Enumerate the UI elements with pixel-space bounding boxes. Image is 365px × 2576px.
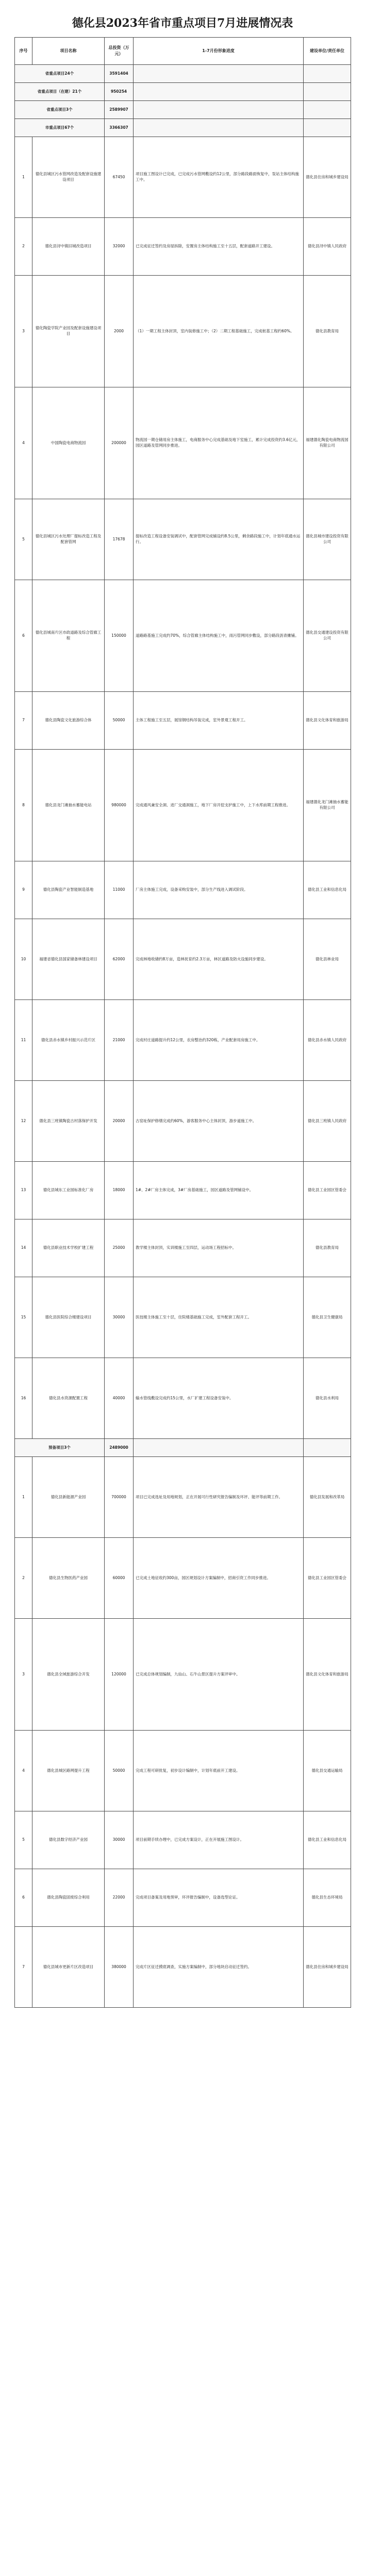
cell-no: 10 — [15, 919, 32, 1000]
cell-no: 3 — [15, 276, 32, 387]
cell-project-name: 德化县城区污水处理厂提标改造工程及配套管网 — [32, 499, 105, 580]
cell-unit: 德化县工业园区管委会 — [304, 1162, 351, 1219]
cell-no: 12 — [15, 1081, 32, 1162]
cell-no: 1 — [15, 1457, 32, 1538]
subtotal-row — [15, 119, 351, 137]
cell-unit: 德化县城市建设投资有限公司 — [304, 499, 351, 580]
cell-progress: 道路路基施工完成约70%，综合管廊主体结构施工中，雨污管网同步敷设，部分路段沥青摊铺。 — [134, 580, 304, 692]
cell-invest: 700000 — [105, 1457, 134, 1538]
cell-progress: 项目前期手续办理中，已完成方案设计，正在开展施工图设计。 — [134, 1811, 304, 1869]
table-row — [15, 1277, 351, 1358]
cell-progress: 医技楼主体施工至十层，住院楼基础施工完成，室外配套工程开工。 — [134, 1277, 304, 1358]
cell-progress: 完成工程可研批复，初步设计编制中，计划年底前开工建设。 — [134, 1731, 304, 1811]
table-header-row — [15, 38, 351, 65]
cell-invest: 21000 — [105, 1000, 134, 1081]
subtotal-row — [15, 83, 351, 101]
cell-unit: 福建德化陶瓷电商物流园有限公司 — [304, 387, 351, 499]
cell-project-name: 德化县数字经济产业园 — [32, 1811, 105, 1869]
cell-project-name: 德化县龙门滩抽水蓄能电站 — [32, 750, 105, 861]
table-row — [15, 1538, 351, 1619]
header-progress: 1-7月份形象进度 — [134, 38, 304, 65]
cell-invest: 50000 — [105, 692, 134, 750]
cell-invest: 32000 — [105, 218, 134, 276]
table-row — [15, 387, 351, 499]
cell-invest: 18000 — [105, 1162, 134, 1219]
cell-progress: 项目施工图设计已完成，已完成污水管网敷设约12公里，部分路段路面恢复中，泵站主体结构施工中。 — [134, 137, 304, 218]
cell-project-name: 德化县陶瓷产业智能制造基地 — [32, 861, 105, 919]
cell-project-name: 德化县新能源产业园 — [32, 1457, 105, 1538]
cell-no: 2 — [15, 218, 32, 276]
cell-progress: 完成林地收储约8万亩，造林抚育约2.3万亩，林区道路及防火设施同步建设。 — [134, 919, 304, 1000]
table-row — [15, 1000, 351, 1081]
header-no: 序号 — [15, 38, 32, 65]
cell-unit: 德化县水利局 — [304, 1358, 351, 1439]
cell-progress: 提标改造工程设备安装调试中，配套管网完成铺设约8.5公里，剩余路段施工中，计划年底通水运行。 — [134, 499, 304, 580]
cell-invest: 980000 — [105, 750, 134, 861]
cell-unit: 德化县教育局 — [304, 1219, 351, 1277]
cell-unit: 德化县卫生健康局 — [304, 1277, 351, 1358]
table-row — [15, 692, 351, 750]
cell-no: 2 — [15, 1538, 32, 1619]
cell-unit: 德化县三班镇人民政府 — [304, 1081, 351, 1162]
cell-invest: 200000 — [105, 387, 134, 499]
cell-no: 7 — [15, 692, 32, 750]
table-row — [15, 137, 351, 218]
table-row — [15, 580, 351, 692]
table-row — [15, 1457, 351, 1538]
cell-unit: 德化县发展和改革局 — [304, 1457, 351, 1538]
cell-progress: 输水管线敷设完成约15公里，水厂扩建工程设备安装中。 — [134, 1358, 304, 1439]
cell-invest: 380000 — [105, 1927, 134, 2008]
cell-progress: 已完成土地征收约300亩，园区规划设计方案编制中，招商引资工作同步推进。 — [134, 1538, 304, 1619]
table-row — [15, 1869, 351, 1927]
subtotal-row — [15, 101, 351, 119]
group2-rows — [15, 1457, 351, 2008]
cell-project-name: 德化县城南片区市政道路及综合管廊工程 — [32, 580, 105, 692]
cell-project-name: 德化县陶瓷固废综合利用 — [32, 1869, 105, 1927]
table-row — [15, 276, 351, 387]
subtotal-row — [15, 65, 351, 83]
cell-invest: 120000 — [105, 1619, 134, 1731]
cell-progress: 完成通风兼安全洞、进厂交通洞施工，地下厂房开挖支护施工中，上下水库前期工程推进。 — [134, 750, 304, 861]
cell-no: 6 — [15, 1869, 32, 1927]
cell-no: 9 — [15, 861, 32, 919]
cell-project-name: 德化县全域旅游综合开发 — [32, 1619, 105, 1731]
cell-project-name: 德化县城区污水管网改造及配套设施建设项目 — [32, 137, 105, 218]
cell-no: 14 — [15, 1219, 32, 1277]
cell-progress: 厂房主体施工完成，设备采购安装中，部分生产线进入调试阶段。 — [134, 861, 304, 919]
cell-progress: 项目已完成选址及用地规划，正在开展可行性研究报告编制及环评、能评等前期工作。 — [134, 1457, 304, 1538]
cell-invest: 2000 — [105, 276, 134, 387]
subtotal-invest: 2589907 — [105, 101, 134, 119]
cell-project-name: 德化县陶瓷文化旅游综合体 — [32, 692, 105, 750]
cell-invest: 62000 — [105, 919, 134, 1000]
cell-invest: 60000 — [105, 1538, 134, 1619]
cell-progress: 已完成征迁签约及房屋拆除，安置房主体结构施工至十五层，配套道路开工建设。 — [134, 218, 304, 276]
cell-progress: 教学楼主体封顶，实训楼施工至四层，运动场工程招标中。 — [134, 1219, 304, 1277]
subtotal-label: 省重点项目3个 — [15, 101, 105, 119]
table-row — [15, 1731, 351, 1811]
cell-progress: 完成片区征迁摸底调查，实施方案编制中，部分地块启动征迁签约。 — [134, 1927, 304, 2008]
cell-progress: 主体工程施工至五层，展馆钢结构吊装完成，室外景观工程开工。 — [134, 692, 304, 750]
cell-no: 3 — [15, 1619, 32, 1731]
subtotal-label: 省重点项目（在建）21个 — [15, 83, 105, 101]
cell-progress: 已完成总体规划编制，九仙山、石牛山景区提升方案评审中。 — [134, 1619, 304, 1731]
cell-project-name: 德化县职业技术学校扩建工程 — [32, 1219, 105, 1277]
section2-row — [15, 1439, 351, 1457]
cell-unit: 德化县住房和城乡建设局 — [304, 137, 351, 218]
table-row — [15, 1927, 351, 2008]
table-row — [15, 919, 351, 1000]
cell-no: 15 — [15, 1277, 32, 1358]
cell-unit: 德化县工业园区管委会 — [304, 1538, 351, 1619]
cell-project-name: 德化县城市更新片区改造项目 — [32, 1927, 105, 2008]
cell-project-name: 德化县城区路网提升工程 — [32, 1731, 105, 1811]
cell-unit: 德化县住房和城乡建设局 — [304, 1927, 351, 2008]
cell-no: 16 — [15, 1358, 32, 1439]
cell-unit: 德化县文化体育和旅游局 — [304, 1619, 351, 1731]
cell-project-name: 德化县浔中镇旧城改造项目 — [32, 218, 105, 276]
cell-no: 5 — [15, 499, 32, 580]
table-row — [15, 218, 351, 276]
table-row — [15, 1358, 351, 1439]
cell-progress: 古窑址保护修缮完成约60%，游客服务中心主体封顶，游步道施工中。 — [134, 1081, 304, 1162]
cell-project-name: 德化陶瓷学院产业园及配套设施建设项目 — [32, 276, 105, 387]
cell-progress: 物流园一期仓储用房主体施工，电商服务中心完成基础及地下室施工，累计完成投资约3.6亿元，园区道路及管网同步推进。 — [134, 387, 304, 499]
cell-unit: 德化县交通运输局 — [304, 1731, 351, 1811]
cell-no: 4 — [15, 387, 32, 499]
header-unit: 建设单位/责任单位 — [304, 38, 351, 65]
cell-unit: 德化县生态环境局 — [304, 1869, 351, 1927]
table-row — [15, 1811, 351, 1869]
table-row — [15, 861, 351, 919]
cell-progress: 完成项目备案及用地预审，环评报告编制中，设备选型论证。 — [134, 1869, 304, 1927]
cell-no: 6 — [15, 580, 32, 692]
cell-no: 13 — [15, 1162, 32, 1219]
table-row — [15, 1219, 351, 1277]
cell-progress: 1#、2#厂房主体完成，3#厂房基础施工，园区道路及管网铺设中。 — [134, 1162, 304, 1219]
cell-invest: 67450 — [105, 137, 134, 218]
header-invest: 总投资（万元） — [105, 38, 134, 65]
cell-unit: 德化县林业局 — [304, 919, 351, 1000]
table-row — [15, 1081, 351, 1162]
cell-invest: 40000 — [105, 1358, 134, 1439]
cell-no: 11 — [15, 1000, 32, 1081]
cell-unit: 福建德化龙门滩抽水蓄能有限公司 — [304, 750, 351, 861]
table-row — [15, 750, 351, 861]
cell-project-name: 德化县生物医药产业园 — [32, 1538, 105, 1619]
group1-rows — [15, 137, 351, 1439]
subtotal-invest: 3591404 — [105, 65, 134, 83]
cell-unit: 德化县浔中镇人民政府 — [304, 218, 351, 276]
table-row — [15, 499, 351, 580]
subtotal-invest: 3366307 — [105, 119, 134, 137]
cell-no: 5 — [15, 1811, 32, 1869]
project-progress-table — [14, 37, 351, 2008]
cell-no: 4 — [15, 1731, 32, 1811]
cell-invest: 30000 — [105, 1811, 134, 1869]
section2-invest: 2489000 — [105, 1439, 134, 1457]
cell-progress: （1）一期工程主体封顶，室内装修施工中；（2）二期工程基础施工，完成桩基工程约60%。 — [134, 276, 304, 387]
cell-project-name: 德化县赤水镇乡村振兴示范片区 — [32, 1000, 105, 1081]
cell-unit: 德化县交通建设投资有限公司 — [304, 580, 351, 692]
cell-no: 1 — [15, 137, 32, 218]
cell-unit: 德化县文化体育和旅游局 — [304, 692, 351, 750]
cell-unit: 德化县教育局 — [304, 276, 351, 387]
table-row — [15, 1162, 351, 1219]
cell-project-name: 德化县医院综合楼建设项目 — [32, 1277, 105, 1358]
cell-invest: 22000 — [105, 1869, 134, 1927]
subtotal-label: 省重点项目24个 — [15, 65, 105, 83]
cell-invest: 20000 — [105, 1081, 134, 1162]
cell-invest: 150000 — [105, 580, 134, 692]
cell-project-name: 中国陶瓷电商物流园 — [32, 387, 105, 499]
cell-project-name: 德化县三班镇陶瓷古村落保护开发 — [32, 1081, 105, 1162]
subtotal-invest: 950254 — [105, 83, 134, 101]
cell-invest: 30000 — [105, 1277, 134, 1358]
page-title: 德化县2023年省市重点项目7月进展情况表 — [72, 16, 293, 30]
header-name: 项目名称 — [32, 38, 105, 65]
cell-invest: 11000 — [105, 861, 134, 919]
cell-unit: 德化县工业和信息化局 — [304, 1811, 351, 1869]
cell-invest: 17678 — [105, 499, 134, 580]
cell-unit: 德化县赤水镇人民政府 — [304, 1000, 351, 1081]
section2-label: 预备项目3个 — [15, 1439, 105, 1457]
cell-project-name: 德化县水资源配置工程 — [32, 1358, 105, 1439]
cell-progress: 完成村庄道路提升约12公里，农房整治约320栋，产业配套用房施工中。 — [134, 1000, 304, 1081]
cell-no: 8 — [15, 750, 32, 861]
cell-unit: 德化县工业和信息化局 — [304, 861, 351, 919]
cell-invest: 50000 — [105, 1731, 134, 1811]
table-row — [15, 1619, 351, 1731]
cell-invest: 25000 — [105, 1219, 134, 1277]
subtotal-label: 市重点项目67个 — [15, 119, 105, 137]
cell-project-name: 福建省德化县国家储备林建设项目 — [32, 919, 105, 1000]
cell-no: 7 — [15, 1927, 32, 2008]
cell-project-name: 德化县城东工业园标准化厂房 — [32, 1162, 105, 1219]
